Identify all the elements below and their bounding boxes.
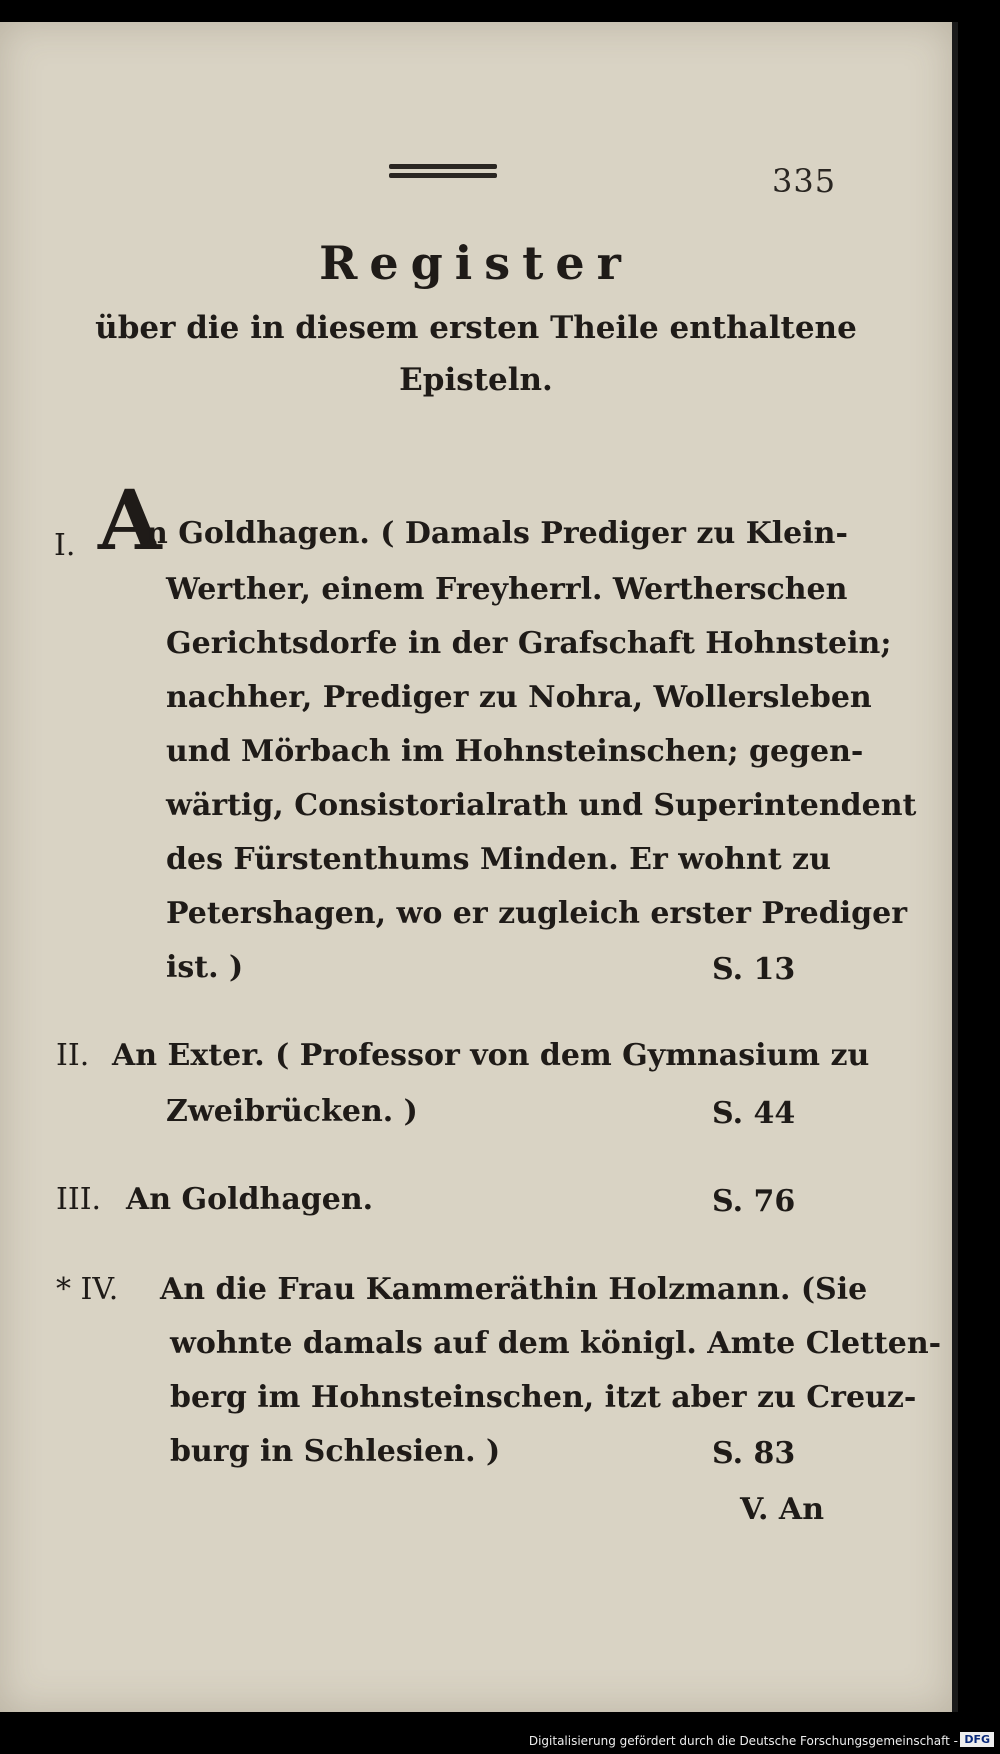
dfg-logo: DFG (960, 1732, 994, 1747)
book-page (0, 22, 958, 1712)
page-reference: S. 76 (712, 1184, 796, 1219)
entry-numeral: * IV. (56, 1272, 119, 1307)
entry-numeral: I. (54, 528, 76, 563)
entry-line: nachher, Prediger zu Nohra, Wollersleben (166, 680, 872, 715)
entry-line: ist. ) (166, 950, 244, 985)
entry-line: An die Frau Kammeräthin Holzmann. (Sie (160, 1272, 868, 1307)
page-reference: S. 13 (712, 952, 796, 987)
subtitle-line-1: über die in diesem ersten Theile enthaltene (95, 310, 857, 346)
entry-line: wärtig, Consistorialrath und Superintendent (166, 788, 917, 823)
page-title: Register (319, 236, 633, 290)
page-reference: S. 83 (712, 1436, 796, 1471)
subtitle-line-2: Episteln. (399, 362, 553, 398)
drop-cap: A (98, 473, 162, 569)
digitization-footer (0, 1727, 1000, 1754)
header-ornament-rule (389, 164, 497, 186)
entry-line: berg im Hohnsteinschen, itzt aber zu Creuz- (170, 1380, 917, 1415)
entry-line: des Fürstenthums Minden. Er wohnt zu (166, 842, 831, 877)
entry-line: Petershagen, wo er zugleich erster Prediger (166, 896, 908, 931)
footer-credit: Digitalisierung gefördert durch die Deutsche Forschungsgemeinschaft - (528, 1734, 958, 1748)
entry-numeral: II. (56, 1038, 90, 1073)
entry-line: n Goldhagen. ( Damals Prediger zu Klein- (146, 516, 848, 551)
catchword: V. An (740, 1492, 825, 1527)
entry-line: wohnte damals auf dem königl. Amte Cletten- (170, 1326, 942, 1361)
entry-line: An Exter. ( Professor von dem Gymnasium zu (112, 1038, 870, 1073)
entry-line: burg in Schlesien. ) (170, 1434, 501, 1469)
page-number: 335 (772, 162, 837, 200)
entry-line: und Mörbach im Hohnsteinschen; gegen- (166, 734, 864, 769)
page-reference: S. 44 (712, 1096, 796, 1131)
entry-line: An Goldhagen. (126, 1182, 374, 1217)
entry-line: Zweibrücken. ) (166, 1094, 418, 1129)
entry-numeral: III. (56, 1182, 102, 1217)
entry-line: Werther, einem Freyherrl. Wertherschen (166, 572, 848, 607)
entry-line: Gerichtsdorfe in der Grafschaft Hohnstein; (166, 626, 892, 661)
